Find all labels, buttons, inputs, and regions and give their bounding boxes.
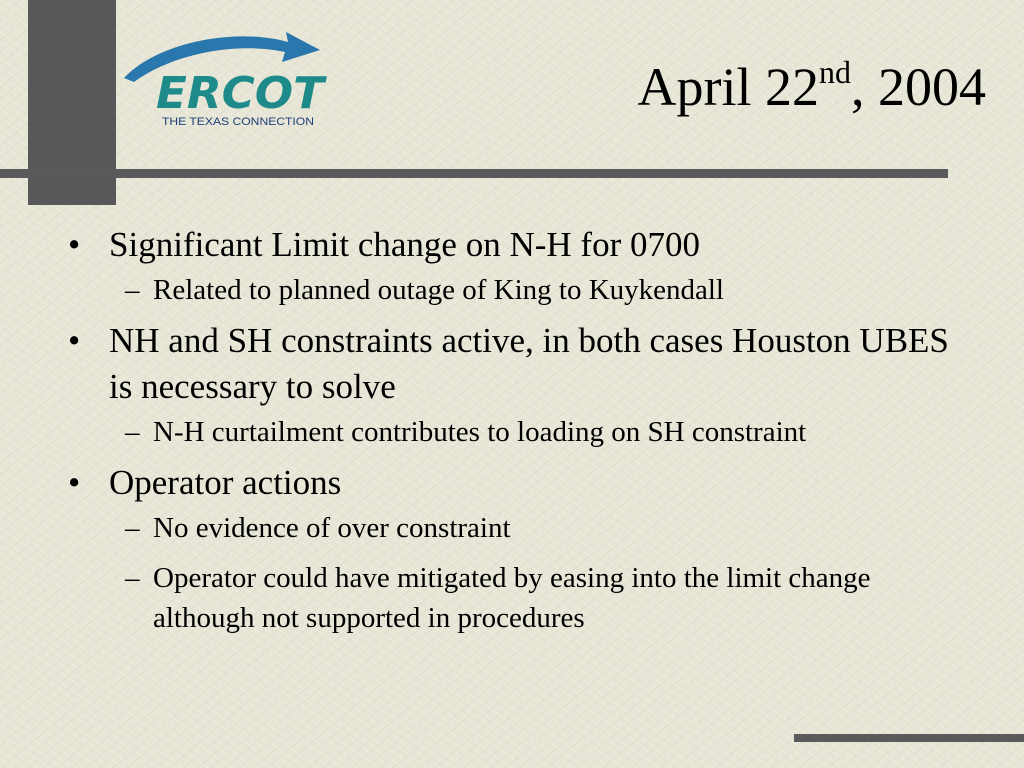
ercot-logo (120, 28, 335, 132)
bullet-item (68, 318, 968, 410)
sub-bullet-text: No evidence of over constraint (153, 512, 511, 544)
sub-bullet-item (68, 270, 968, 310)
slide-title (637, 54, 987, 117)
bullet-marker: • (68, 463, 81, 502)
bullet-text: NH and SH constraints active, in both cases Houston UBES is necessary to solve (109, 321, 949, 406)
dash-marker: – (125, 512, 140, 544)
logo-wordmark: ERCOT (156, 68, 328, 119)
dash-marker: – (125, 562, 140, 594)
title-year: , 2004 (851, 57, 986, 117)
sub-bullet-text: Related to planned outage of King to Kuykendall (153, 274, 724, 306)
sub-bullet-item (68, 558, 968, 638)
bullet-list (68, 222, 968, 638)
bullet-marker: • (68, 321, 81, 360)
sub-bullet-item (68, 412, 968, 452)
bullet-text: Operator actions (109, 463, 342, 502)
sub-bullet-item (68, 508, 968, 548)
sub-bullet-text: N-H curtailment contributes to loading on SH constraint (153, 416, 807, 448)
footer-divider (794, 734, 1024, 742)
bullet-item (68, 222, 968, 268)
title-superscript: nd (819, 54, 851, 90)
bullet-text: Significant Limit change on N-H for 0700 (109, 225, 700, 264)
dash-marker: – (125, 274, 140, 306)
header-divider (0, 169, 948, 178)
bullet-item (68, 460, 968, 506)
dash-marker: – (125, 416, 140, 448)
title-main: April 22 (637, 57, 819, 117)
bullet-marker: • (68, 225, 81, 264)
logo-tagline: THE TEXAS CONNECTION (162, 116, 315, 128)
sub-bullet-text: Operator could have mitigated by easing into the limit change although not supported in procedures (153, 562, 871, 634)
